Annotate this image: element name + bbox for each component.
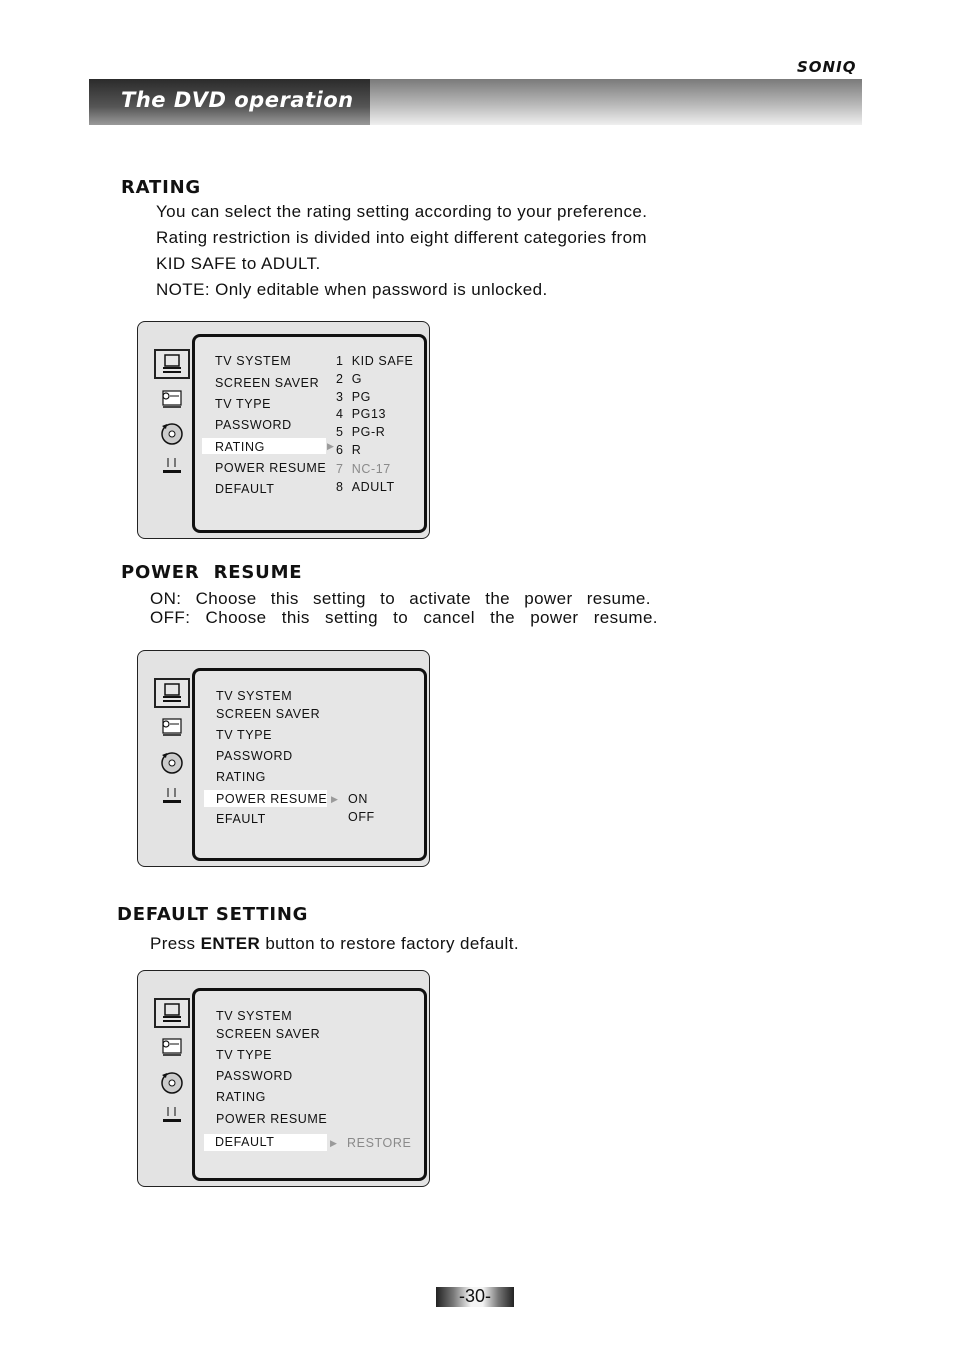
menu-item-power-resume[interactable]: POWER RESUME — [216, 792, 328, 806]
rating-option-8[interactable]: 8 ADULT — [336, 480, 395, 494]
menu-item-default[interactable]: DEFAULT — [215, 1135, 275, 1149]
page-title: The DVD operation — [121, 88, 354, 112]
power-resume-heading: POWER RESUME — [121, 562, 303, 583]
power-resume-menu-panel — [137, 650, 430, 867]
menu-item-tv-type[interactable]: TV TYPE — [216, 1048, 273, 1062]
speaker-audio-icon[interactable] — [160, 785, 184, 812]
rating-option-5[interactable]: 5 PG-R — [336, 425, 386, 439]
menu-item-password[interactable]: PASSWORD — [216, 1069, 293, 1083]
tv-icon-selected[interactable] — [154, 349, 190, 379]
menu-item-tv-system[interactable]: TV SYSTEM — [215, 354, 292, 368]
menu-item-rating[interactable]: RATING — [216, 770, 266, 784]
power-resume-option-off[interactable]: OFF — [348, 810, 375, 824]
tv-monitor-icon — [156, 351, 188, 377]
tv-monitor-icon — [156, 680, 188, 706]
default-setting-text: Press ENTER button to restore factory default. — [150, 934, 519, 953]
default-option-restore[interactable]: RESTORE — [347, 1136, 412, 1150]
menu-item-tv-system[interactable]: TV SYSTEM — [216, 689, 293, 703]
rating-option-1[interactable]: 1 KID SAFE — [336, 354, 414, 368]
menu-item-password[interactable]: PASSWORD — [216, 749, 293, 763]
arrow-right-icon: ▶ — [327, 441, 334, 451]
menu-item-rating[interactable]: RATING — [216, 1090, 266, 1104]
rating-text-line-1: You can select the rating setting according to your preference. — [156, 202, 648, 221]
arrow-right-icon: ▶ — [330, 1138, 337, 1148]
rating-menu-panel — [137, 321, 430, 539]
power-resume-off-line: OFF: Choose this setting to cancel the power resume. — [150, 608, 658, 627]
brand-logo: SONIQ — [797, 58, 857, 76]
speaker-audio-icon[interactable] — [160, 455, 184, 482]
tv-icon-selected[interactable] — [154, 998, 190, 1028]
rating-text-line-3: KID SAFE to ADULT. — [156, 254, 321, 273]
rating-option-4[interactable]: 4 PG13 — [336, 407, 387, 421]
menu-item-power-resume[interactable]: POWER RESUME — [215, 461, 327, 475]
power-resume-on-line: ON: Choose this setting to activate the power resume. — [150, 589, 651, 608]
menu-item-screen-saver[interactable]: SCREEN SAVER — [215, 376, 320, 390]
menu-item-default[interactable]: DEFAULT — [215, 482, 275, 496]
page-number: -30- — [458, 1286, 491, 1306]
menu-item-tv-system[interactable]: TV SYSTEM — [216, 1009, 293, 1023]
disc-icon[interactable] — [158, 1069, 184, 1100]
menu-item-rating[interactable]: RATING — [215, 440, 265, 454]
settings-page-icon[interactable] — [158, 715, 184, 744]
tv-monitor-icon — [156, 1000, 188, 1026]
menu-item-screen-saver[interactable]: SCREEN SAVER — [216, 1027, 321, 1041]
default-setting-heading: DEFAULT SETTING — [117, 904, 309, 925]
rating-option-6[interactable]: 6 R — [336, 443, 362, 457]
disc-icon[interactable] — [158, 749, 184, 780]
menu-item-screen-saver[interactable]: SCREEN SAVER — [216, 707, 321, 721]
rating-option-2[interactable]: 2 G — [336, 372, 363, 386]
menu-item-default[interactable]: EFAULT — [216, 812, 266, 826]
power-resume-option-on[interactable]: ON — [348, 792, 368, 806]
menu-item-power-resume[interactable]: POWER RESUME — [216, 1112, 328, 1126]
tv-icon-selected[interactable] — [154, 678, 190, 708]
speaker-audio-icon[interactable] — [160, 1104, 184, 1131]
arrow-right-icon: ▶ — [331, 794, 338, 804]
menu-item-tv-type[interactable]: TV TYPE — [216, 728, 273, 742]
default-menu-panel — [137, 970, 430, 1187]
settings-page-icon[interactable] — [158, 387, 184, 416]
rating-heading: RATING — [121, 177, 202, 198]
rating-option-7-current[interactable]: 7 NC-17 — [336, 462, 391, 476]
menu-item-tv-type[interactable]: TV TYPE — [215, 397, 272, 411]
menu-item-password[interactable]: PASSWORD — [215, 418, 292, 432]
settings-page-icon[interactable] — [158, 1035, 184, 1064]
disc-icon[interactable] — [158, 420, 184, 451]
rating-option-3[interactable]: 3 PG — [336, 390, 371, 404]
rating-text-line-2: Rating restriction is divided into eight different categories from — [156, 228, 647, 247]
rating-text-line-4: NOTE: Only editable when password is unlocked. — [156, 280, 548, 299]
